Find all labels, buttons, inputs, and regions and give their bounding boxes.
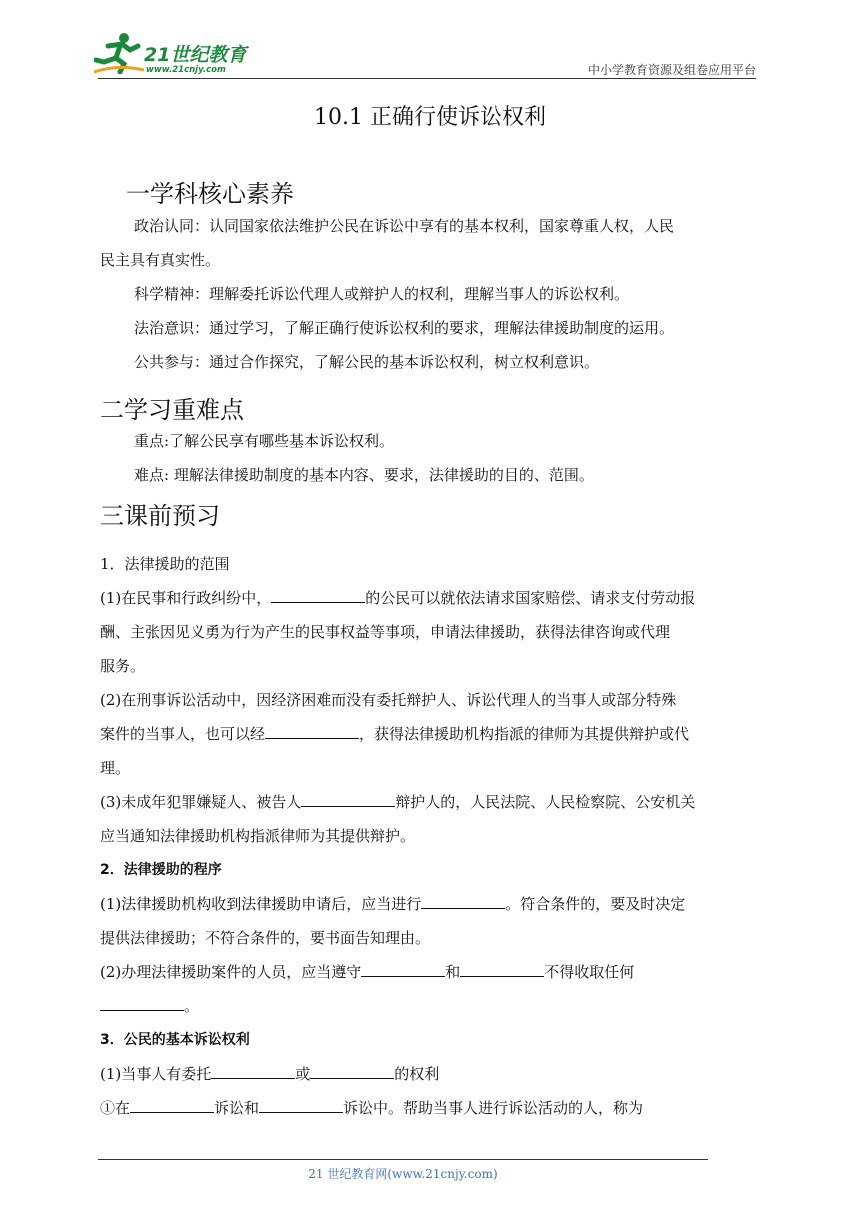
section-heading-preview: 三课前预习 — [100, 502, 220, 530]
paragraph-political-identity: 政治认同：认同国家依法维护公民在诉讼中享有的基本权利，国家尊重人权，人民 — [134, 217, 675, 235]
question-3-1 — [100, 1057, 439, 1091]
footer-link[interactable]: 21 世纪教育网(www.21cnjy.com) — [308, 1167, 498, 1181]
text: ①在 — [100, 1099, 131, 1117]
text: (3)未成年犯罪嫌疑人、被告人 — [100, 793, 302, 811]
text: (1)在民事和行政纠纷中， — [100, 589, 272, 607]
question-1-3-line-2: 应当通知法律援助机构指派律师为其提供辩护。 — [100, 827, 416, 845]
fill-blank[interactable] — [271, 584, 365, 603]
section-heading-core-literacy: 一学科核心素养 — [126, 180, 294, 208]
question-2-2-line-2 — [100, 989, 199, 1023]
footer-divider — [98, 1159, 708, 1160]
logo-text: 21世纪教育 — [144, 44, 247, 66]
platform-name: 中小学教育资源及组卷应用平台 — [587, 63, 756, 77]
page-title: 10.1 正确行使诉讼权利 — [314, 105, 546, 130]
paragraph-public-participation: 公共参与：通过合作探究，了解公民的基本诉讼权利，树立权利意识。 — [134, 353, 600, 371]
question-1-2-line-2 — [100, 717, 689, 751]
paragraph-difficulty: 难点: 理解法律援助制度的基本内容、要求，法律援助的目的、范围。 — [134, 466, 594, 484]
fill-blank[interactable] — [259, 1094, 343, 1113]
text: 的公民可以就依法请求国家赔偿、请求支付劳动报 — [365, 589, 696, 607]
paragraph-rule-of-law: 法治意识：通过学习，了解正确行使诉讼权利的要求，理解法律援助制度的运用。 — [134, 319, 675, 337]
text: 。 — [184, 997, 200, 1015]
fill-blank[interactable] — [421, 890, 505, 909]
question-1-1-line-3: 服务。 — [100, 657, 146, 675]
section-heading-key-points: 二学习重难点 — [100, 396, 244, 424]
question-1-title: 1．法律援助的范围 — [100, 555, 230, 573]
question-1-1-line-1 — [100, 581, 695, 615]
text: 案件的当事人，也可以经 — [100, 725, 266, 743]
text: ，获得法律援助机构指派的律师为其提供辩护或代 — [359, 725, 690, 743]
question-3-title: 3．公民的基本诉讼权利 — [100, 1032, 250, 1048]
header-divider — [98, 78, 756, 79]
text: 诉讼和 — [214, 1099, 260, 1117]
question-3-2 — [100, 1091, 643, 1125]
question-1-2-line-3: 理。 — [100, 759, 131, 777]
text: (1)法律援助机构收到法律援助申请后，应当进行 — [100, 895, 422, 913]
text: 诉讼中。帮助当事人进行诉讼活动的人，称为 — [343, 1099, 644, 1117]
fill-blank[interactable] — [361, 958, 445, 977]
fill-blank[interactable] — [460, 958, 544, 977]
question-2-1-line-2: 提供法律援助；不符合条件的，要书面告知理由。 — [100, 929, 431, 947]
text: 。符合条件的，要及时决定 — [505, 895, 686, 913]
logo-url: www.21cnjy.com — [146, 65, 226, 75]
question-1-2-line-1: (2)在刑事诉讼活动中，因经济困难而没有委托辩护人、诉讼代理人的当事人或部分特殊 — [100, 691, 677, 709]
question-2-title: 2．法律援助的程序 — [100, 862, 222, 878]
logo — [94, 30, 264, 80]
text: 或 — [295, 1065, 311, 1083]
text: (1)当事人有委托 — [100, 1065, 212, 1083]
fill-blank[interactable] — [265, 720, 359, 739]
question-2-1-line-1 — [100, 887, 685, 921]
page-header — [0, 0, 860, 80]
text: 辩护人的，人民法院、人民检察院、公安机关 — [395, 793, 696, 811]
fill-blank[interactable] — [100, 992, 184, 1011]
text: 和 — [445, 963, 461, 981]
question-2-2-line-1 — [100, 955, 634, 989]
question-1-1-line-2: 酬、主张因见义勇为行为产生的民事权益等事项，申请法律援助，获得法律咨询或代理 — [100, 623, 671, 641]
text: (2)办理法律援助案件的人员，应当遵守 — [100, 963, 362, 981]
question-1-3-line-1 — [100, 785, 695, 819]
paragraph-key-point: 重点:了解公民享有哪些基本诉讼权利。 — [134, 432, 395, 450]
fill-blank[interactable] — [301, 788, 395, 807]
fill-blank[interactable] — [310, 1060, 394, 1079]
fill-blank[interactable] — [211, 1060, 295, 1079]
running-man-logo-icon — [94, 30, 144, 74]
paragraph-political-identity-cont: 民主具有真实性。 — [100, 251, 221, 269]
text: 不得收取任何 — [544, 963, 635, 981]
fill-blank[interactable] — [130, 1094, 214, 1113]
paragraph-scientific-spirit: 科学精神：理解委托诉讼代理人或辩护人的权利，理解当事人的诉讼权利。 — [134, 285, 630, 303]
text: 的权利 — [394, 1065, 440, 1083]
